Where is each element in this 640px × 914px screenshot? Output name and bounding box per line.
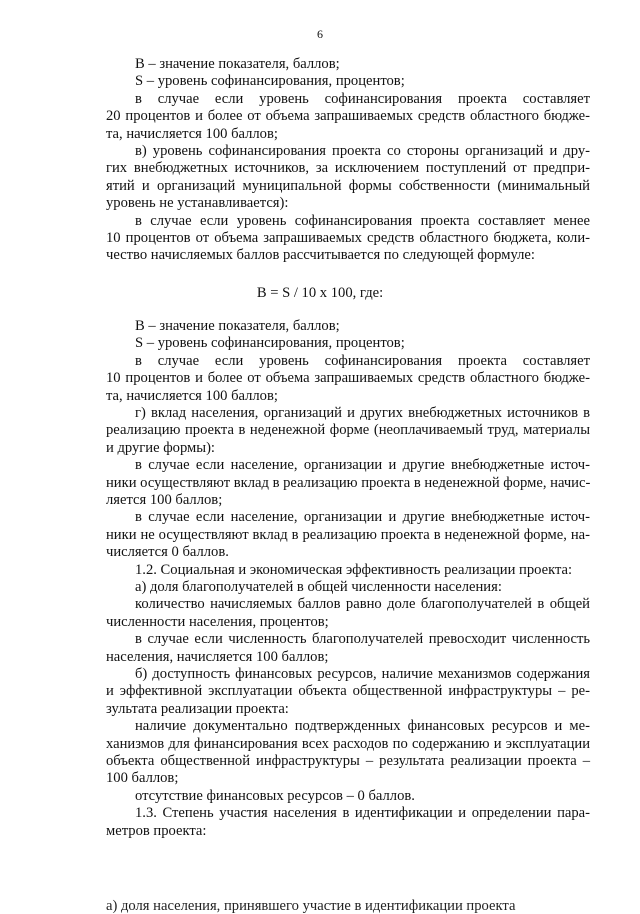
text-line: 20 процентов и более от объема запрашиваемых средств областного бюдже- — [106, 108, 590, 125]
text-line: в случае если население, организации и другие внебюджетные источ- — [135, 457, 590, 474]
text-line: б) доступность финансовых ресурсов, наличие механизмов содержания — [135, 666, 590, 682]
text-line: S – уровень софинансирования, процентов; — [135, 73, 405, 90]
text-line: количество начисляемых баллов равно доле благополучателей в общей — [135, 596, 590, 613]
text-line: 100 баллов; — [106, 770, 179, 787]
text-line: в случае если численность благополучателей превосходит численность — [135, 631, 590, 648]
text-line: и эффективной эксплуатации объекта общественной инфраструктуры – ре- — [106, 683, 590, 700]
text-line: численности населения, процентов; — [106, 613, 329, 630]
page-number: 6 — [317, 27, 323, 41]
text-line: объекта общественной инфраструктуры – результата реализации проекта – — [106, 753, 590, 769]
text-line: ники не осуществляют вклад в реализацию проекта в неденежной форме, на- — [106, 526, 590, 543]
formula: B = S / 10 x 100, где: — [256, 285, 384, 301]
text-line: г) вклад населения, организаций и других внебюджетных источников в — [135, 405, 590, 421]
text-line: та, начисляется 100 баллов; — [106, 387, 278, 404]
text-line: в случае если уровень софинансирования проекта составляет менее — [135, 212, 590, 229]
text-line: S – уровень софинансирования, процентов; — [135, 335, 405, 352]
text-line: 10 процентов и более от объема запрашиваемых средств областного бюдже- — [106, 370, 590, 387]
text-line: чество начисляемых баллов рассчитывается по следующей формуле: — [106, 247, 535, 264]
text-line: B – значение показателя, баллов; — [135, 56, 340, 72]
text-line: отсутствие финансовых ресурсов – 0 баллов. — [135, 787, 415, 804]
text-line: гих внебюджетных источников, за исключением поступлений от предпри- — [106, 160, 590, 177]
text-line: наличие документально подтвержденных финансовых ресурсов и ме- — [135, 718, 590, 735]
text-line: уровень не устанавливается): — [106, 195, 289, 212]
text-line: ханизмов для финансирования всех расходов по содержанию и эксплуатации — [106, 735, 590, 752]
text-line: ники осуществляют вклад в реализацию проекта в неденежной форме, начис- — [106, 474, 591, 491]
text-line: 1.2. Социальная и экономическая эффективность реализации проекта: — [135, 561, 573, 578]
text-line: зультата реализации проекта: — [106, 700, 289, 717]
text-line: в) уровень софинансирования проекта со стороны организаций и дру- — [135, 143, 590, 159]
text-line: и другие формы): — [106, 439, 215, 456]
text-line: B – значение показателя, баллов; — [135, 318, 340, 334]
text-line: числяется 0 баллов. — [106, 544, 229, 561]
text-line: 10 процентов от объема запрашиваемых средств областного бюджета, коли- — [106, 230, 590, 246]
cut-off-text: а) доля населения, принявшего участие в идентификации проекта — [106, 898, 516, 914]
text-line: та, начисляется 100 баллов; — [106, 125, 278, 142]
text-line: в случае если население, организации и другие внебюджетные источ- — [135, 509, 590, 526]
cut-off-line — [106, 893, 590, 914]
text-line: реализацию проекта в неденежной форме (неоплачиваемый труд, материалы — [106, 422, 590, 439]
text-line: 1.3. Степень участия населения в идентификации и определении пара- — [135, 805, 590, 822]
text-line: населения, начисляется 100 баллов; — [106, 648, 329, 665]
text-line: метров проекта: — [106, 822, 207, 839]
text-line: в случае если уровень софинансирования проекта составляет — [135, 352, 590, 369]
text-line: в случае если уровень софинансирования проекта составляет — [135, 90, 590, 107]
text-line: ляется 100 баллов; — [106, 492, 223, 508]
text-line: ятий и организаций муниципальной формы собственности (минимальный — [106, 177, 590, 194]
text-line: а) доля благополучателей в общей численности населения: — [135, 579, 502, 595]
